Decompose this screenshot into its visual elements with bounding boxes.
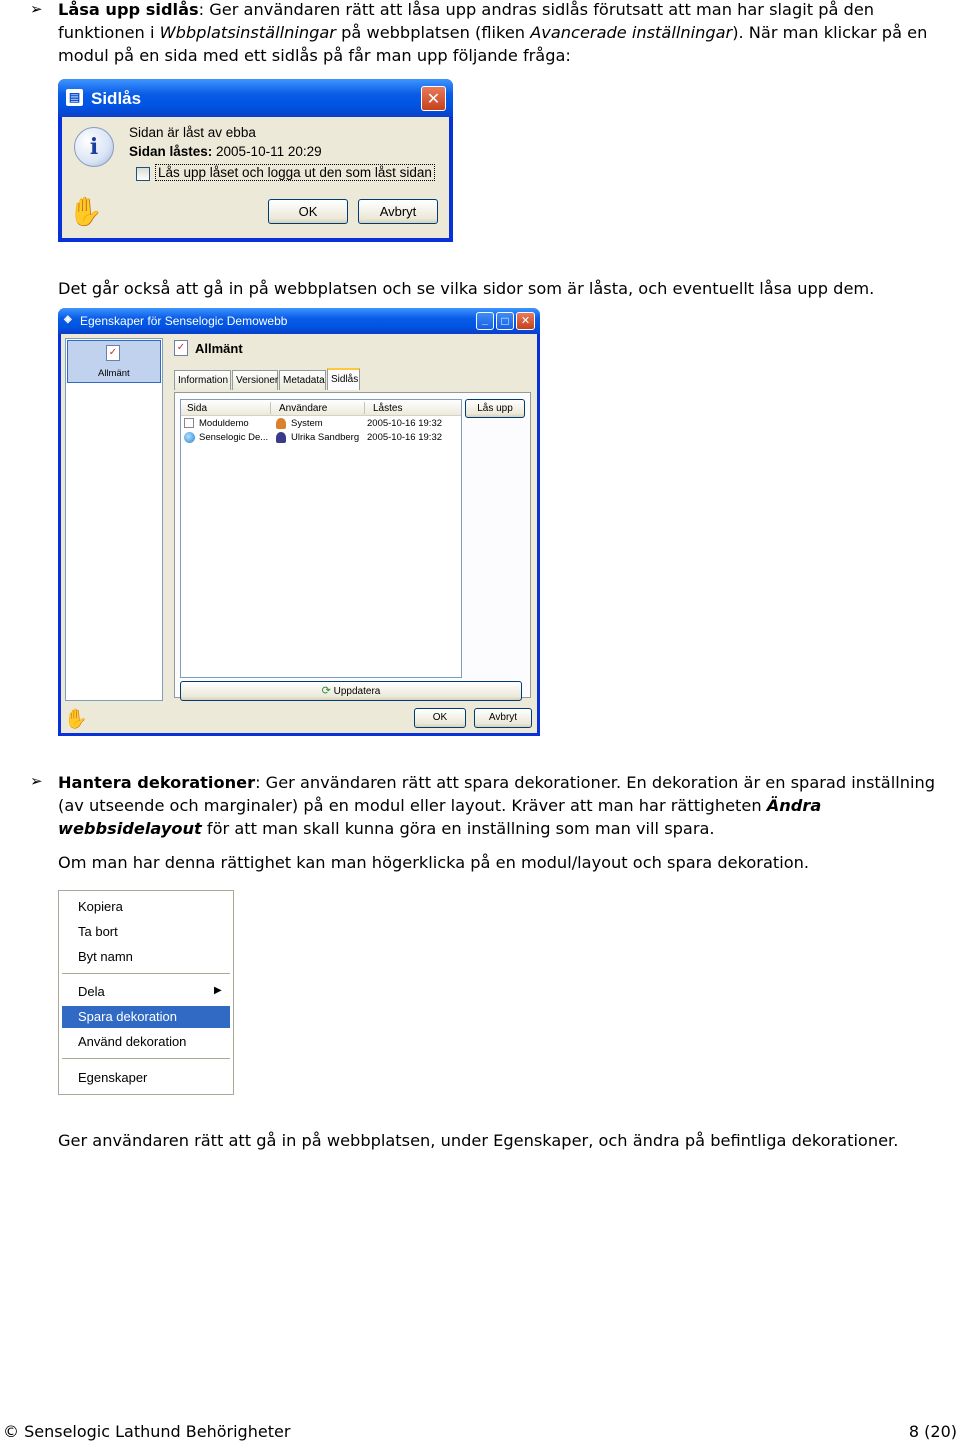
- unlock-button[interactable]: Lås upp: [465, 399, 525, 418]
- tab-versioner[interactable]: Versioner: [232, 370, 278, 390]
- locked-label: Sidan låstes:: [129, 144, 213, 159]
- column-header-sida[interactable]: Sida: [187, 403, 208, 414]
- italic-term: Wbbplatsinställningar: [159, 23, 336, 42]
- submenu-arrow-icon: ▶: [214, 985, 222, 996]
- tab-metadata[interactable]: Metadata: [279, 370, 326, 390]
- row-time: 2005-10-16 19:32: [367, 418, 443, 429]
- locked-by-text: Sidan är låst av ebba: [129, 125, 256, 140]
- close-icon[interactable]: ✕: [421, 86, 446, 111]
- row-user: System: [291, 418, 323, 429]
- row-time: 2005-10-16 19:32: [367, 432, 443, 443]
- dialog-titlebar: [58, 308, 540, 334]
- egenskaper-dialog: [58, 308, 540, 736]
- menu-item-byt-namn[interactable]: Byt namn: [78, 949, 133, 964]
- tab-strip: [174, 370, 534, 392]
- ok-button[interactable]: OK: [414, 708, 466, 728]
- column-header-anvandare[interactable]: Användare: [279, 403, 328, 414]
- tab-information[interactable]: Information: [174, 370, 231, 390]
- page-icon: [184, 418, 194, 428]
- tab-panel: [174, 392, 531, 698]
- dialog-titlebar: [58, 79, 453, 117]
- paragraph-locked-pages: Det går också att gå in på webbplatsen och se vilka sidor som är låsta, och eventuellt låsa upp dem.: [58, 279, 875, 298]
- web-icon: [184, 432, 195, 443]
- tab-sidlas[interactable]: Sidlås: [327, 368, 360, 390]
- locked-pages-list: [180, 399, 462, 678]
- close-icon[interactable]: ✕: [516, 312, 535, 330]
- section-lasa-upp-sidlas: [58, 0, 953, 67]
- menu-item-ta-bort[interactable]: Ta bort: [78, 924, 118, 939]
- category-sidebar: [65, 338, 163, 701]
- table-row[interactable]: [181, 431, 461, 445]
- senselogic-logo-icon: ✋: [68, 195, 103, 228]
- cancel-button[interactable]: Avbryt: [474, 708, 532, 728]
- sidlas-dialog: [58, 79, 453, 242]
- dialog-title: Sidlås: [91, 89, 142, 108]
- locked-time-value: 2005-10-11 20:29: [212, 144, 322, 159]
- info-icon: i: [74, 127, 114, 167]
- user-icon: [276, 418, 286, 429]
- row-user: Ulrika Sandberg: [291, 432, 360, 443]
- column-divider: [364, 402, 365, 414]
- context-menu: [58, 890, 234, 1095]
- paragraph-edit-decorations: Ger användaren rätt att gå in på webbplatsen, under Egenskaper, och ändra på befintliga dekorationer.: [58, 1131, 899, 1150]
- ok-button[interactable]: OK: [268, 199, 348, 224]
- sidebar-item-label: Allmänt: [98, 368, 130, 379]
- maximize-icon[interactable]: □: [496, 312, 514, 330]
- page-number: 8 (20): [908, 1422, 957, 1441]
- checklist-icon: ✓: [174, 340, 188, 356]
- column-header-lastes[interactable]: Låstes: [373, 403, 403, 414]
- section-text: ). När man klickar på en modul på en sida med ett sidlås på får man upp följande fråga:: [58, 23, 928, 65]
- section-title: Låsa upp sidlås: [58, 0, 199, 19]
- footer-left: © Senselogic Lathund Behörigheter: [3, 1422, 291, 1441]
- column-divider: [270, 402, 271, 414]
- dialog-body: [62, 117, 449, 238]
- section-text: på webbplatsen (fliken: [335, 23, 531, 42]
- table-row[interactable]: [181, 417, 461, 431]
- dialog-title: Egenskaper för Senselogic Demowebb: [80, 314, 288, 328]
- row-page: Moduldemo: [199, 418, 249, 429]
- bullet-icon: ➢: [30, 0, 43, 18]
- section-hantera-dekorationer: [58, 771, 953, 840]
- refresh-icon: ⟳: [321, 685, 331, 697]
- section-text: : Ger användaren rätt att spara dekorationer. En dekoration är en sparad inställning (av utseende och marginaler) på en modul eller layout. Kräver att man har rättigheten: [58, 773, 935, 815]
- menu-item-kopiera[interactable]: Kopiera: [78, 899, 123, 914]
- window-icon: ◈: [64, 314, 72, 325]
- section-text: : Ger användaren rätt att låsa upp andras sidlås förutsatt att man har slagit på den funktionen i: [58, 0, 875, 42]
- locked-time-text: [129, 144, 322, 159]
- italic-term: Ändra webbsidelayout: [58, 796, 822, 838]
- panel-heading: Allmänt: [195, 341, 243, 356]
- user-icon: [276, 432, 286, 443]
- unlock-checkbox[interactable]: [136, 167, 150, 181]
- menu-separator: [62, 973, 230, 975]
- list-header: [181, 400, 461, 416]
- cancel-button[interactable]: Avbryt: [358, 199, 438, 224]
- section-title: Hantera dekorationer: [58, 773, 256, 792]
- bullet-icon: ➢: [30, 772, 43, 790]
- menu-item-anvand-dekoration[interactable]: Använd dekoration: [78, 1034, 187, 1049]
- update-button-label: Uppdatera: [333, 686, 381, 697]
- update-button[interactable]: [180, 681, 522, 701]
- menu-item-spara-dekoration[interactable]: Spara dekoration: [62, 1006, 230, 1028]
- checklist-icon: ✓: [106, 345, 120, 361]
- menu-item-egenskaper[interactable]: Egenskaper: [78, 1070, 148, 1085]
- unlock-checkbox-label[interactable]: Lås upp låset och logga ut den som låst sidan: [155, 164, 435, 181]
- sidebar-item-allmant[interactable]: [67, 340, 161, 383]
- menu-separator: [62, 1058, 230, 1060]
- italic-term: Avancerade inställningar: [530, 23, 733, 42]
- menu-item-dela[interactable]: Dela: [78, 984, 105, 999]
- dialog-body: [61, 334, 537, 733]
- paragraph-right-click: Om man har denna rättighet kan man högerklicka på en modul/layout och spara dekoration.: [58, 853, 810, 872]
- senselogic-logo-icon: ✋: [64, 708, 88, 730]
- section-text: för att man skall kunna göra en inställning som man vill spara.: [201, 819, 715, 838]
- minimize-icon[interactable]: _: [476, 312, 494, 330]
- row-page: Senselogic De...: [199, 432, 269, 443]
- dialog-app-icon: ▤: [66, 89, 83, 106]
